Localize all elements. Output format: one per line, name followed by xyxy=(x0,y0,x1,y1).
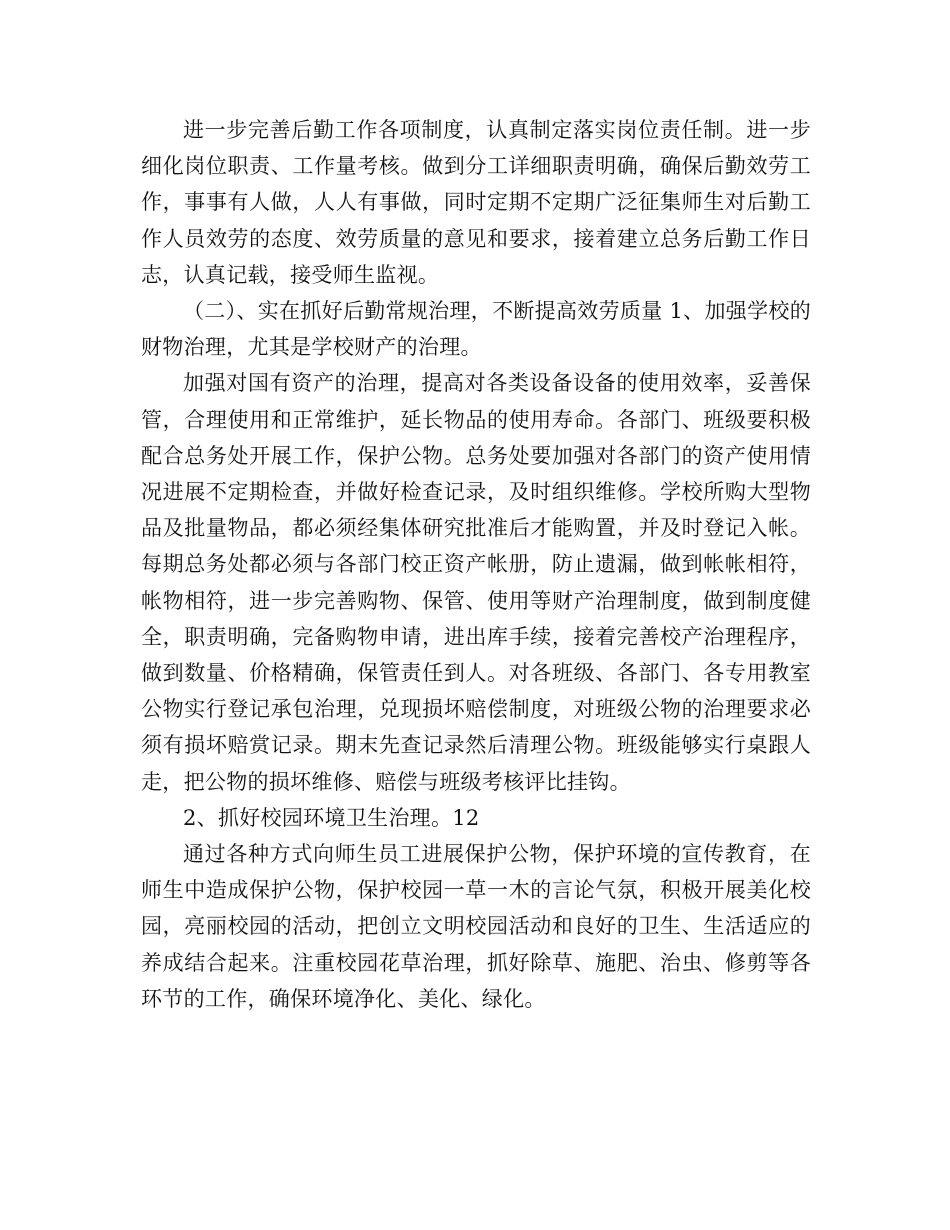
paragraph-logistics-system: 进一步完善后勤工作各项制度，认真制定落实岗位责任制。进一步细化岗位职责、工作量考核。做到分工详细职责明确，确保后勤效劳工作，事事有人做，人人有事做，同时定期不定期广泛征集师生对后勤工作人员效劳的态度、效劳质量的意见和要求，接着建立总务后勤工作日志，认真记载，接受师生监视。 xyxy=(141,118,811,287)
paragraph-asset-management: 加强对国有资产的治理，提高对各类设备设备的使用效率，妥善保管，合理使用和正常维护，延长物品的使用寿命。各部门、班级要积极配合总务处开展工作，保护公物。总务处要加强对各部门的资产使用情况进展不定期检查，并做好检查记录，及时组织维修。学校所购大型物品及批量物品，都必须经集体研究批准后才能购置，并及时登记入帐。每期总务处都必须与各部门校正资产帐册，防止遗漏，做到帐帐相符，帐物相符，进一步完善购物、保管、使用等财产治理制度，做到制度健全，职责明确，完备购物申请，进出库手续，接着完善校产治理程序，做到数量、价格精确，保管责任到人。对各班级、各部门、各专用教室公物实行登记承包治理，兑现损坏赔偿制度，对班级公物的治理要求必须有损坏赔赏记录。期末先查记录然后清理公物。班级能够实行桌跟人走，把公物的损坏维修、赔偿与班级考核评比挂钩。 xyxy=(141,371,811,794)
document-body xyxy=(141,112,811,1017)
paragraph-environment-education: 通过各种方式向师生员工进展保护公物，保护环境的宣传教育，在师生中造成保护公物，保护校园一草一木的言论气氛，积极开展美化校园，亮丽校园的活动，把创立文明校园活动和良好的卫生、生活适应的养成结合起来。注重校园花草治理，抓好除草、施肥、治虫、修剪等各环节的工作，确保环境净化、美化、绿化。 xyxy=(141,842,811,1011)
paragraph-section-two-heading: （二）、实在抓好后勤常规治理，不断提高效劳质量 1、加强学校的财物治理，尤其是学校财产的治理。 xyxy=(141,299,811,360)
paragraph-campus-hygiene-heading: 2、抓好校园环境卫生治理。12 xyxy=(183,805,480,830)
